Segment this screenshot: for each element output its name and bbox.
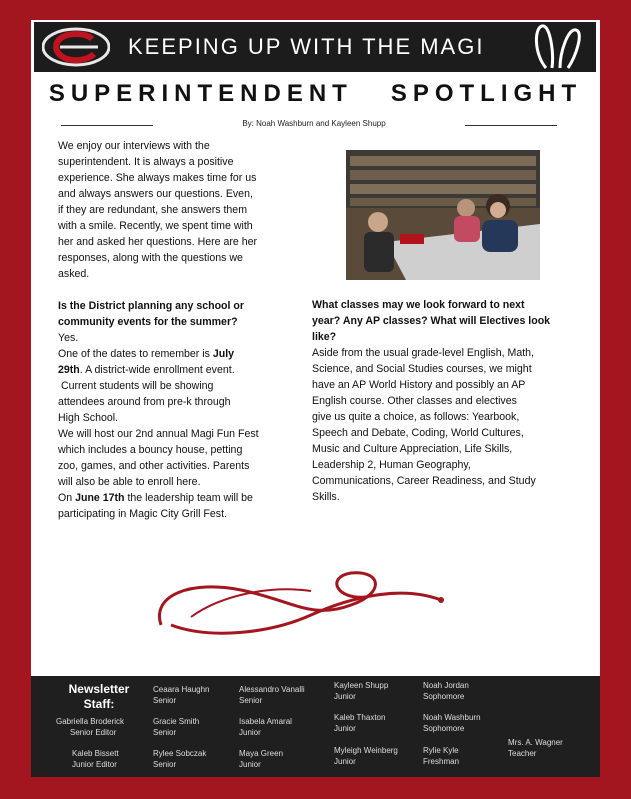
staff-member: Noah Jordan Sophomore — [423, 681, 469, 701]
answer-line: which includes a bouncy house, petting — [58, 444, 243, 456]
answer-2-line: Music and Culture Appreciation, Life Skills, — [312, 443, 513, 455]
masthead-title: KEEPING UP WITH THE MAGI — [128, 34, 485, 59]
staff-member: Alessandro Vanalli Senior — [239, 685, 305, 705]
question-1-line: community events for the summer? — [58, 316, 238, 328]
right-column — [312, 297, 594, 505]
question-1-line: Is the District planning any school or — [58, 300, 245, 312]
school-c-logo-icon — [42, 27, 110, 67]
intro-line: asked. — [58, 268, 90, 280]
staff-member: Gracie Smith Senior — [153, 717, 200, 737]
decorative-flourish-icon — [151, 555, 451, 645]
intro-line: superintendent. It is always a positive — [58, 156, 234, 168]
answer-2-line: Leadership 2, Human Geography, — [312, 459, 471, 471]
staff-heading: Newsletter Staff: — [68, 682, 130, 711]
interview-photo — [346, 150, 540, 280]
newsletter-page — [31, 20, 600, 777]
answer-2-line: Science, and Social Studies courses, we might — [312, 363, 532, 375]
answer-line: will also be able to enroll here. — [58, 476, 201, 488]
answer-line: We will host our 2nd annual Magi Fun Fest — [58, 428, 259, 440]
right-divider — [465, 125, 557, 126]
answer-line: Current students will be showing — [58, 380, 214, 392]
left-column — [58, 138, 298, 522]
answer-line: zoo, games, and other activities. Parents — [58, 460, 250, 472]
answer-2-line: have an AP World History and possibly an AP — [312, 379, 526, 391]
intro-line: experience. She always makes time for us — [58, 172, 257, 184]
intro-line: her and asked her questions. Here are her — [58, 236, 258, 248]
staff-member: Isabela Amaral Junior — [239, 717, 292, 737]
left-divider — [61, 125, 153, 126]
staff-member: Ceaara Haughn Senior — [153, 685, 210, 705]
answer-2-line: give us quite a choice, as follows: Yearbook, — [312, 411, 520, 423]
intro-line: with a smile. Recently, we spent time with — [58, 220, 253, 232]
answer-2-line: Aside from the usual grade-level English, Math, — [312, 347, 534, 359]
answer-2-line: Communications, Career Readiness, and Study — [312, 475, 536, 487]
staff-footer — [31, 676, 600, 777]
staff-member: Rylie Kyle Freshman — [423, 746, 460, 766]
staff-member: Mrs. A. Wagner Teacher — [508, 738, 563, 758]
staff-member: Gabriella Broderick Senior Editor — [56, 717, 125, 737]
staff-member: Maya Green Junior — [239, 749, 284, 769]
answer-line: High School. — [58, 412, 119, 424]
byline: By: Noah Washburn and Kayleen Shupp — [242, 119, 386, 128]
answer-line: On June 17th the leadership team will be — [58, 492, 253, 504]
answer-line: 29th. A district-wide enrollment event. — [58, 364, 235, 376]
staff-member: Myleigh Weinberg Junior — [334, 746, 398, 766]
page-title: SUPERINTENDENT SPOTLIGHT — [48, 80, 583, 107]
answer-line: participating in Magic City Grill Fest. — [58, 508, 227, 520]
answer-2-line: Speech and Debate, Coding, World Cultures, — [312, 427, 524, 439]
intro-line: We enjoy our interviews with the — [58, 140, 210, 152]
masthead-banner — [34, 22, 596, 72]
question-2-line: year? Any AP classes? What will Electives look — [312, 315, 551, 327]
bunny-ears-icon — [528, 24, 586, 70]
answer-2-line: Skills. — [312, 491, 340, 503]
intro-line: if they are redundant, she answers them — [58, 204, 248, 216]
staff-member: Rylee Sobczak Senior — [153, 749, 207, 769]
staff-member: Kayleen Shupp Junior — [334, 681, 389, 701]
answer-line: attendees around from pre-k through — [58, 396, 231, 408]
question-2-line: like? — [312, 331, 337, 343]
question-2-line: What classes may we look forward to next — [312, 299, 525, 311]
staff-member: Kaleb Bissett Junior Editor — [72, 749, 119, 769]
answer-line: One of the dates to remember is July — [58, 348, 235, 360]
intro-line: and always answers our questions. Even, — [58, 188, 253, 200]
staff-member: Kaleb Thaxton Junior — [334, 713, 386, 733]
staff-member: Noah Washburn Sophomore — [423, 713, 481, 733]
intro-line: responses, along with the questions we — [58, 252, 243, 264]
answer-2-line: English course. Other classes and electives — [312, 395, 517, 407]
answer-yes: Yes. — [58, 332, 79, 344]
